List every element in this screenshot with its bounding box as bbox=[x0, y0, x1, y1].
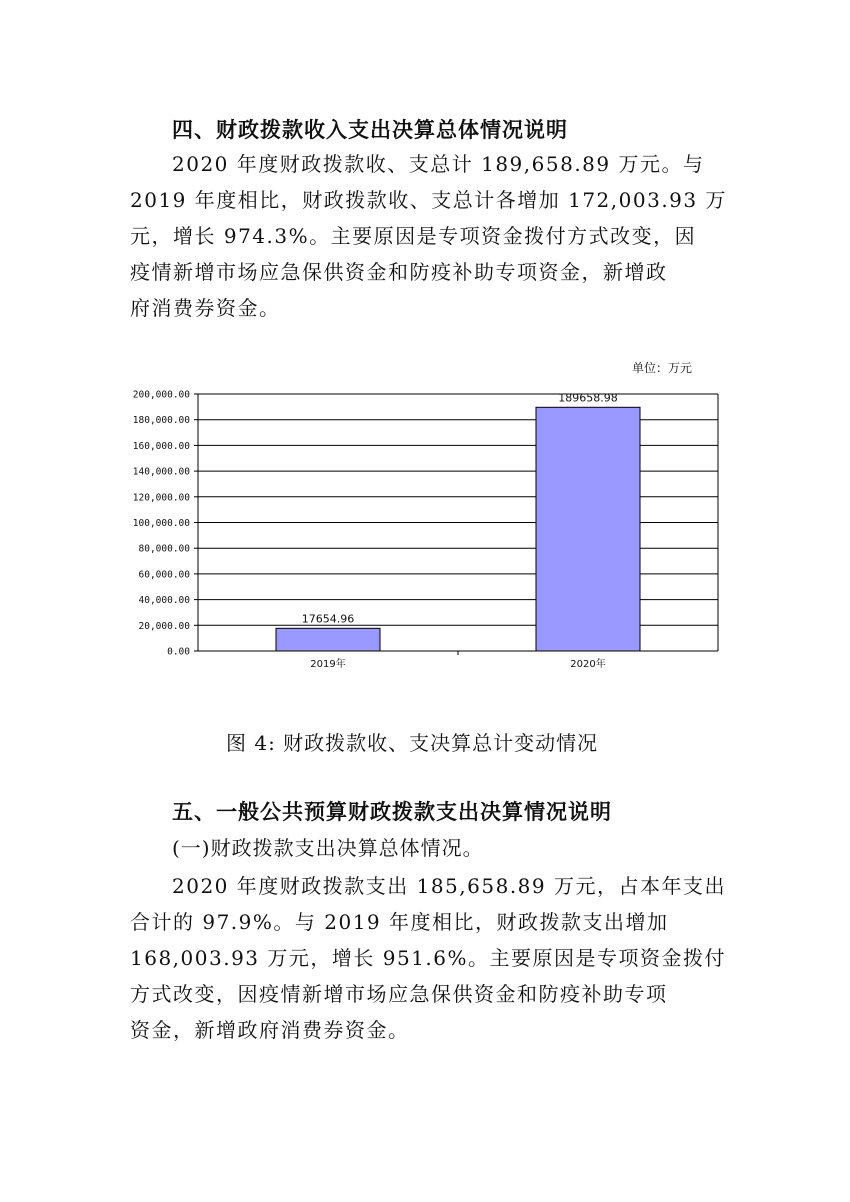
y-tick-label: 180,000.00 bbox=[132, 415, 190, 427]
bar-chart bbox=[120, 350, 730, 680]
para-line: 府消费券资金。 bbox=[130, 296, 281, 320]
y-tick-label: 200,000.00 bbox=[132, 389, 190, 401]
section5-paragraph bbox=[130, 868, 725, 1048]
data-label: 189658.98 bbox=[558, 391, 618, 405]
para-line: 2020 年度财政拨款收、支总计 189,658.89 万元。与 bbox=[172, 152, 705, 176]
bar bbox=[536, 407, 640, 651]
para-line: 合计的 97.9%。与 2019 年度相比，财政拨款支出增加 bbox=[130, 910, 669, 934]
y-tick-label: 0.00 bbox=[167, 646, 190, 658]
y-tick-label: 40,000.00 bbox=[138, 595, 190, 607]
y-tick-label: 120,000.00 bbox=[132, 492, 190, 504]
y-tick-label: 60,000.00 bbox=[138, 569, 190, 581]
y-tick-label: 20,000.00 bbox=[138, 620, 190, 632]
para-line: 元，增长 974.3%。主要原因是专项资金拨付方式改变，因 bbox=[130, 224, 697, 248]
y-tick-label: 80,000.00 bbox=[138, 543, 190, 555]
unit-label: 单位：万元 bbox=[631, 361, 692, 375]
para-line: 168,003.93 万元，增长 951.6%。主要原因是专项资金拨付 bbox=[130, 946, 726, 970]
para-line: 疫情新增市场应急保供资金和防疫补助专项资金，新增政 bbox=[130, 260, 668, 284]
para-line: 方式改变，因疫情新增市场应急保供资金和防疫补助专项 bbox=[130, 982, 668, 1006]
para-line: 资金，新增政府消费券资金。 bbox=[130, 1018, 410, 1042]
y-tick-label: 160,000.00 bbox=[132, 440, 190, 452]
x-tick-label: 2019年 bbox=[310, 659, 346, 670]
section4-heading: 四、财政拨款收入支出决算总体情况说明 bbox=[172, 118, 568, 142]
bar bbox=[276, 628, 380, 651]
y-tick-label: 100,000.00 bbox=[132, 518, 190, 529]
data-label: 17654.96 bbox=[301, 612, 355, 626]
section4-paragraph bbox=[130, 146, 725, 326]
section5-subheading: (一)财政拨款支出决算总体情况。 bbox=[172, 836, 484, 860]
y-tick-label: 140,000.00 bbox=[132, 466, 190, 478]
para-line: 2019 年度相比，财政拨款收、支总计各增加 172,003.93 万 bbox=[130, 188, 727, 212]
x-tick-label: 2020年 bbox=[570, 659, 606, 670]
chart-caption: 图 4: 财政拨款收、支决算总计变动情况 bbox=[226, 731, 599, 755]
section5-heading: 五、一般公共预算财政拨款支出决算情况说明 bbox=[172, 800, 612, 824]
para-line: 2020 年度财政拨款支出 185,658.89 万元，占本年支出 bbox=[172, 874, 726, 898]
